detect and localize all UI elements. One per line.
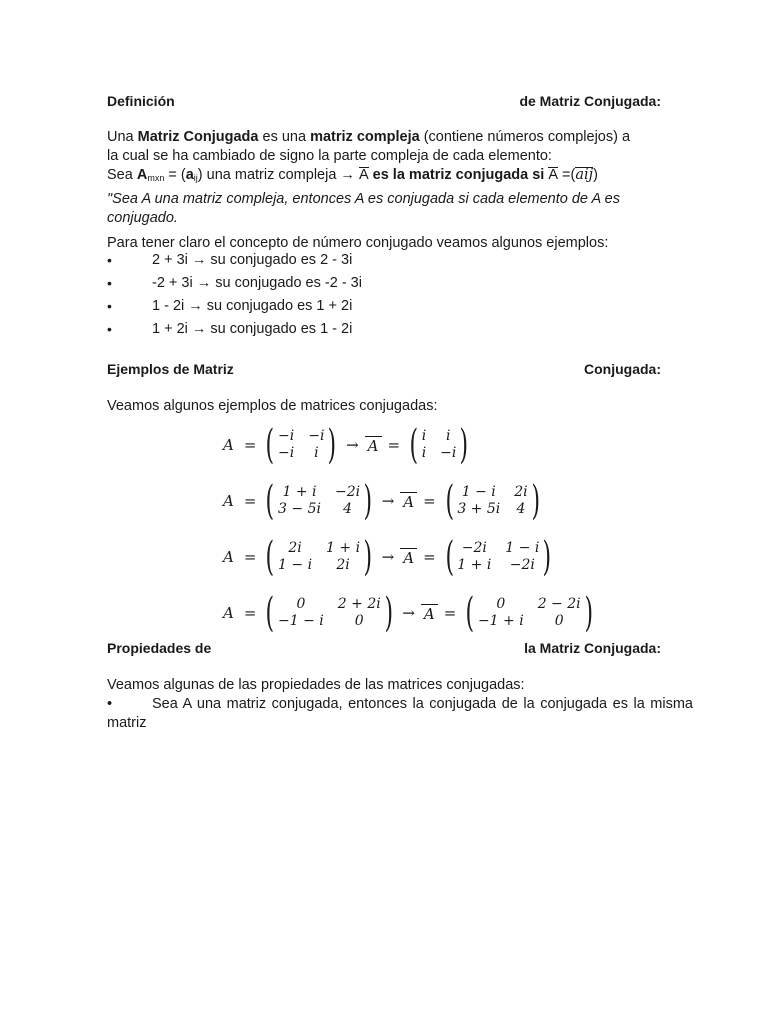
- matrix-original: [262, 422, 340, 468]
- bold-text: es la matriz conjugada si: [368, 167, 549, 183]
- matrix-A-label: A: [223, 604, 234, 622]
- right-paren: ): [327, 422, 337, 468]
- bold-term-matriz-compleja: matriz compleja: [310, 129, 420, 145]
- element-a: a: [185, 167, 194, 183]
- matrix-cell: 1 − i: [461, 484, 496, 500]
- matrix-grid: [422, 426, 457, 464]
- matrix-grid: [278, 482, 360, 520]
- matrix-cell: 1 − i: [505, 540, 540, 556]
- matrix-cell: 0: [496, 596, 506, 612]
- right-paren: ): [384, 590, 393, 636]
- text: es una: [258, 129, 311, 145]
- right-paren: ): [363, 478, 373, 524]
- examples-heading-right: Conjugada:: [584, 361, 661, 377]
- text: ) una matriz compleja →: [197, 167, 359, 183]
- matrix-cell: 1 + i: [326, 540, 361, 556]
- properties-heading-right: la Matriz Conjugada:: [524, 640, 661, 656]
- examples-intro: Veamos algunos ejemplos de matrices conjugadas:: [107, 398, 438, 414]
- conjugate-intro: Para tener claro el concepto de número conjugado veamos algunos ejemplos:: [107, 235, 609, 251]
- left-paren: (: [265, 534, 275, 580]
- equals-sign: =: [243, 604, 257, 622]
- right-paren: ): [584, 590, 593, 636]
- bullet: •: [107, 274, 112, 291]
- left-paren: (: [445, 534, 454, 580]
- definition-formula-line: [107, 166, 693, 188]
- matrix-cell: 0: [354, 613, 364, 629]
- matrix-A-label: A: [223, 492, 234, 510]
- definition-heading-right: de Matriz Conjugada:: [519, 93, 661, 109]
- text: ): [593, 167, 598, 183]
- matrix-grid: [478, 594, 581, 632]
- left-paren: (: [265, 478, 275, 524]
- A-bar-symbol: A: [548, 167, 558, 183]
- matrix-cell: −i: [278, 428, 295, 444]
- matrix-A-bar-label: A: [400, 548, 417, 567]
- matrix-A-bar-label: A: [421, 604, 438, 623]
- A-bar-symbol: A: [358, 167, 369, 183]
- text: =(: [558, 167, 576, 183]
- arrow: →: [346, 436, 359, 454]
- matrix-original: [262, 478, 375, 524]
- matrix-cell: 2i: [514, 484, 528, 500]
- matrix-A-label: A: [223, 436, 234, 454]
- arrow: →: [381, 548, 395, 566]
- right-paren: ): [531, 478, 540, 524]
- equals-sign: =: [443, 604, 457, 622]
- list-item: [107, 271, 693, 294]
- bullet: •: [107, 251, 112, 268]
- aij-bar-symbol: aij: [575, 167, 594, 183]
- matrix-cell: 2i: [336, 557, 350, 573]
- matrix-cell: 0: [296, 596, 306, 612]
- list-item-text: 1 - 2i → su conjugado es 1 + 2i: [152, 297, 353, 314]
- equals-sign: =: [423, 548, 436, 566]
- subscript-ij: ij: [193, 173, 198, 183]
- properties-heading-left: Propiedades de: [107, 640, 212, 656]
- right-paren: ): [363, 534, 373, 580]
- left-paren: (: [265, 590, 275, 636]
- matrix-grid: [278, 426, 324, 464]
- matrix-cell: −2i: [334, 484, 361, 500]
- list-item-text: 1 + 2i → su conjugado es 1 - 2i: [152, 320, 353, 337]
- equals-sign: =: [423, 492, 436, 510]
- conjugate-examples-list: [107, 248, 693, 340]
- bullet: •: [107, 297, 112, 314]
- properties-intro: Veamos algunas de las propiedades de las matrices conjugadas:: [107, 677, 525, 693]
- matrix-grid: [278, 538, 360, 576]
- matrix-cell: −i: [440, 445, 457, 461]
- matrix-cell: 1 − i: [278, 557, 313, 573]
- matrix-cell: 1 + i: [457, 557, 492, 573]
- matrix-cell: i: [314, 445, 319, 461]
- bullet: •: [107, 696, 113, 712]
- examples-heading-left: Ejemplos de Matriz: [107, 361, 234, 377]
- property-item-1: [107, 695, 693, 733]
- bold-term-matriz-conjugada: Matriz Conjugada: [137, 129, 259, 145]
- matrix-equation: [219, 592, 596, 634]
- arrow: →: [402, 604, 415, 622]
- matrix-A-bar-label: A: [365, 436, 382, 455]
- list-item: [107, 248, 693, 271]
- matrix-cell: −2i: [461, 540, 487, 556]
- text: = (: [164, 167, 186, 183]
- matrix-cell: 2i: [288, 540, 302, 556]
- matrix-grid: [278, 594, 381, 632]
- matrix-A-symbol: A: [136, 167, 148, 183]
- equals-sign: =: [243, 492, 257, 510]
- matrix-grid: [457, 538, 539, 576]
- matrix-cell: −i: [278, 445, 295, 461]
- matrix-conjugate: [442, 534, 555, 580]
- matrix-cell: −i: [308, 428, 325, 444]
- matrix-cell: 1 + i: [282, 484, 317, 500]
- equals-sign: =: [387, 436, 401, 454]
- matrix-cell: 3 − 5i: [278, 501, 321, 517]
- matrix-equation: [219, 536, 596, 578]
- matrix-original: [262, 590, 396, 636]
- matrix-A-bar-label: A: [400, 492, 417, 511]
- matrix-cell: 2 − 2i: [537, 596, 581, 612]
- matrix-conjugate: [462, 590, 596, 636]
- definition-paragraph: [107, 128, 693, 166]
- matrix-grid: [457, 482, 527, 520]
- equals-sign: =: [243, 436, 257, 454]
- list-item: [107, 317, 693, 340]
- matrix-cell: 4: [516, 501, 526, 517]
- left-paren: (: [445, 478, 454, 524]
- list-item-text: 2 + 3i → su conjugado es 2 - 3i: [152, 251, 353, 268]
- definition-quote: "Sea A una matriz compleja, entonces A es conjugada si cada elemento de A es conjugado.: [107, 191, 620, 226]
- list-item: [107, 294, 693, 317]
- matrix-cell: 0: [554, 613, 564, 629]
- matrix-cell: i: [446, 428, 451, 444]
- definition-heading-left: Definición: [107, 93, 175, 109]
- matrix-A-label: A: [223, 548, 234, 566]
- text: Sea: [107, 167, 137, 183]
- arrow: →: [381, 492, 395, 510]
- matrix-cell: 2 + 2i: [337, 596, 381, 612]
- text: Una: [107, 129, 138, 145]
- matrix-equation: [219, 424, 596, 466]
- matrix-examples: [219, 424, 596, 648]
- matrix-cell: i: [421, 428, 427, 444]
- matrix-cell: i: [421, 445, 427, 461]
- examples-heading: [107, 361, 661, 377]
- matrix-cell: 4: [343, 501, 352, 517]
- left-paren: (: [409, 422, 419, 468]
- bullet: •: [107, 320, 112, 337]
- text: la cual se ha cambiado de signo la parte compleja de cada elemento:: [107, 148, 552, 164]
- property-text: Sea A una matriz conjugada, entonces la conjugada de la conjugada es la misma matriz: [107, 696, 693, 731]
- properties-heading: [107, 640, 661, 656]
- matrix-cell: −1 + i: [477, 613, 524, 629]
- matrix-original: [262, 534, 375, 580]
- matrix-equation: [219, 480, 596, 522]
- matrix-cell: 3 + 5i: [457, 501, 501, 517]
- right-paren: ): [459, 422, 469, 468]
- matrix-conjugate: [406, 422, 472, 468]
- definition-heading: [107, 93, 661, 109]
- equals-sign: =: [243, 548, 257, 566]
- left-paren: (: [265, 422, 275, 468]
- matrix-conjugate: [442, 478, 544, 524]
- left-paren: (: [465, 590, 475, 636]
- subscript-mxn: mxn: [147, 173, 165, 183]
- right-paren: ): [542, 534, 552, 580]
- matrix-cell: −1 − i: [278, 613, 324, 629]
- list-item-text: -2 + 3i → su conjugado es -2 - 3i: [152, 274, 362, 291]
- matrix-cell: −2i: [509, 557, 535, 573]
- text: (contiene números complejos) a: [419, 129, 631, 145]
